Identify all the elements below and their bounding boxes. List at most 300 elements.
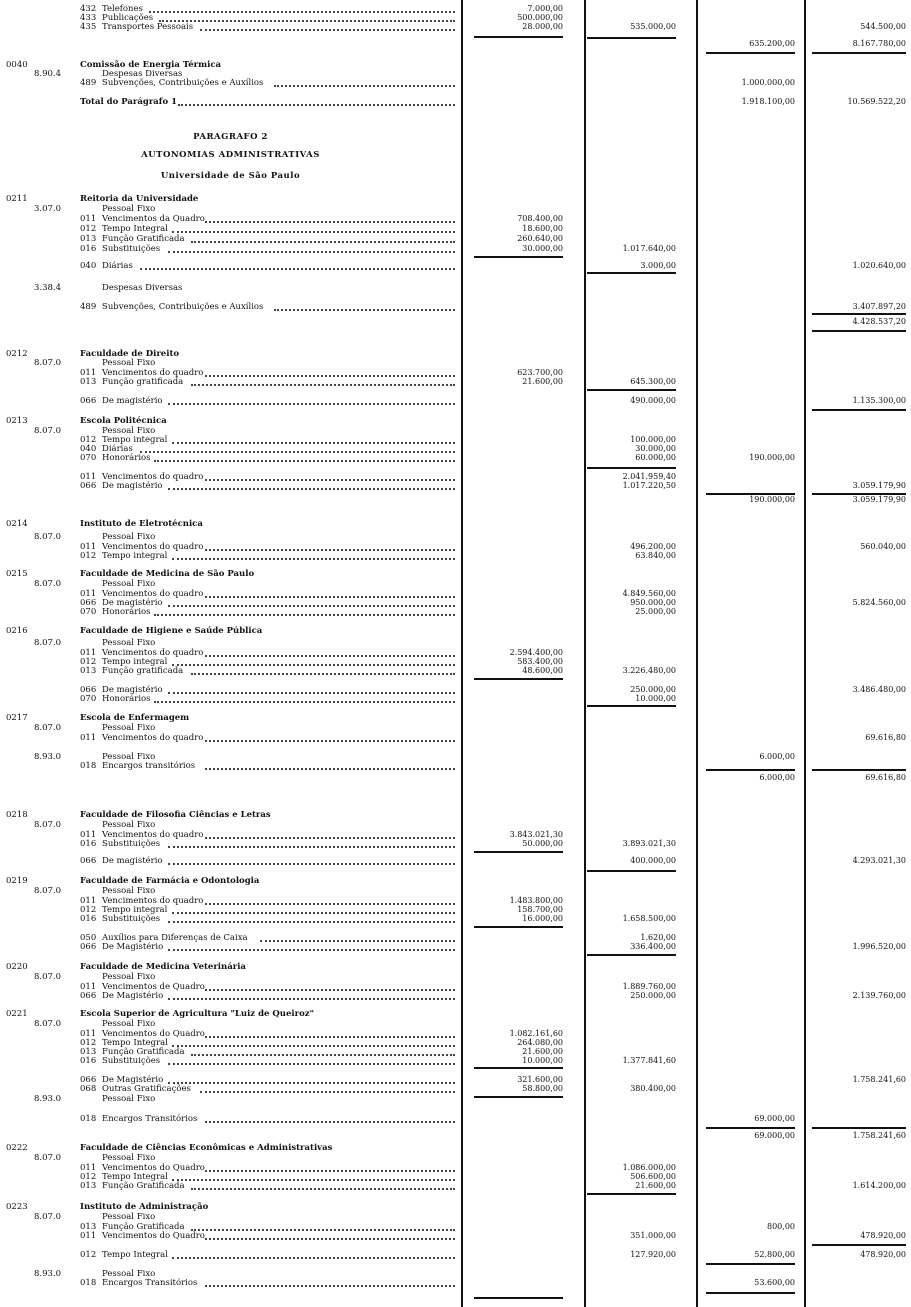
row-description: Função Gratificada [102,1181,185,1191]
amount-c4: 4.293.021,30 [852,856,906,865]
amount-c2: 1.377.841,60 [622,1056,676,1065]
amount-c3: 53.600,00 [754,1278,795,1287]
row-description: Substituições [102,839,161,849]
row-code: 0218 [6,810,28,820]
row-code: 0215 [6,569,28,579]
row-description: Pessoal Fixo [102,1153,156,1163]
sum-line [587,870,676,872]
amount-c2: 380.400,00 [630,1084,676,1093]
amount-c4: 10.569.522,20 [847,97,906,106]
paragraph-heading: Universidade de São Paulo [160,171,301,181]
leader-dots [168,921,455,923]
amount-c2: 30.000,00 [635,444,676,453]
row-description: Pessoal Fixo [102,1269,156,1279]
row-code: 0223 [6,1202,28,1212]
amount-c3: 1.918.100,00 [741,97,795,106]
amount-c1: 1.483.800,00 [509,896,563,905]
row-classification: 8.07.0 [34,972,62,982]
row-description: De Magistério [102,1075,164,1085]
section-title: Faculdade de Farmácia e Odontologia [80,876,260,886]
leader-dots [154,614,455,616]
section-title: Escola de Enfermagem [80,713,190,723]
row-description: Honorários [102,607,151,617]
column-rule-4 [804,0,806,1307]
leader-dots [154,701,455,703]
leader-dots [168,692,455,694]
row-classification: 8.93.0 [34,1269,62,1279]
row-item-number: 016 [80,244,97,254]
row-description: Tempo integral [102,551,168,561]
row-classification: 3.07.0 [34,204,62,214]
amount-c3: 52.800,00 [754,1250,795,1259]
row-description: Tempo Integral [102,1250,168,1260]
amount-c2: 100.000,00 [630,435,676,444]
row-description: Função gratificada [102,377,184,387]
leader-dots [168,1063,455,1065]
row-item-number: 016 [80,839,97,849]
amount-c1: 21.600,00 [522,1047,563,1056]
row-description: Vencimentos do quadro [102,472,204,482]
row-description: Substituições [102,914,161,924]
leader-dots [191,384,455,386]
row-item-number: 070 [80,607,97,617]
sum-line [587,272,676,274]
row-classification: 3.38.4 [34,283,62,293]
sum-line [812,493,906,495]
amount-c4: 1.758.241,60 [852,1131,906,1140]
sum-line [474,1096,563,1098]
row-item-number: 012 [80,1250,97,1260]
row-item-number: 012 [80,905,97,915]
row-item-number: 011 [80,589,97,599]
amount-c2: 3.000,00 [640,261,676,270]
row-classification: 8.07.0 [34,426,62,436]
row-description: De Magistério [102,942,164,952]
row-classification: 8.93.0 [34,752,62,762]
amount-c1: 321.600,00 [517,1075,563,1084]
amount-c2: 2.041.959,40 [622,472,676,481]
amount-c2: 400.000,00 [630,856,676,865]
amount-c4: 3.486.480,00 [852,685,906,694]
leader-dots [168,846,455,848]
leader-dots [168,488,455,490]
row-item-number: 040 [80,261,97,271]
row-code: 0219 [6,876,28,886]
row-description: Diárias [102,444,133,454]
amount-c4: 8.167.780,00 [852,39,906,48]
row-description: Vencimentos do quadro [102,542,204,552]
row-item-number: 013 [80,666,97,676]
section-title: Faculdade de Medicina Veterinária [80,962,246,972]
amount-c4: 5.824.560,00 [852,598,906,607]
row-classification: 8.07.0 [34,532,62,542]
row-item-number: 432 [80,4,97,14]
leader-dots [191,1054,455,1056]
row-item-number: 016 [80,914,97,924]
row-description: Encargos transitórios [102,761,196,771]
amount-c3: 190.000,00 [749,495,795,504]
row-item-number: 011 [80,1163,97,1173]
amount-c4: 1.020.640,00 [852,261,906,270]
section-title: Faculdade de Ciências Econômicas e Administrativas [80,1143,333,1153]
row-description: Pessoal Fixo [102,886,156,896]
leader-dots [274,85,455,87]
amount-c4: 1.614.200,00 [852,1181,906,1190]
sum-line [812,769,906,771]
section-title: Faculdade de Medicina de São Paulo [80,569,255,579]
row-item-number: 011 [80,214,97,224]
leader-dots [205,221,455,223]
row-description: Tempo integral [102,905,168,915]
amount-c4: 69.616,80 [865,733,906,742]
paragraph-heading: AUTONOMIAS ADMINISTRATIVAS [141,150,320,160]
amount-c2: 1.658.500,00 [622,914,676,923]
row-description: Substituições [102,1056,161,1066]
row-description: Despesas Diversas [102,283,183,293]
leader-dots [172,912,455,914]
amount-c2: 1.620,00 [640,933,676,942]
amount-c2: 351.000,00 [630,1231,676,1240]
row-classification: 8.07.0 [34,358,62,368]
row-classification: 8.90.4 [34,69,62,79]
leader-dots [149,11,455,13]
leader-dots [205,375,455,377]
sum-line [474,36,563,38]
row-item-number: 040 [80,444,97,454]
row-code: 0213 [6,416,28,426]
row-item-number: 018 [80,1114,97,1124]
amount-c1: 50.000,00 [522,839,563,848]
row-description: Pessoal Fixo [102,532,156,542]
leader-dots [274,309,455,311]
column-rule-2 [584,0,586,1307]
amount-c2: 21.600,00 [635,1181,676,1190]
row-item-number: 066 [80,481,97,491]
amount-c2: 3.226.480,00 [622,666,676,675]
amount-c1: 2.594.400,00 [509,648,563,657]
row-description: Subvenções, Contribuições e Auxílios [102,78,264,88]
sum-line [587,467,676,469]
row-description: Pessoal Fixo [102,972,156,982]
leader-dots [178,104,455,106]
leader-dots [260,940,455,942]
leader-dots [172,558,455,560]
sum-line [474,1067,563,1069]
amount-c1: 58.800,00 [522,1084,563,1093]
row-item-number: 489 [80,78,97,88]
row-description: Pessoal Fixo [102,723,156,733]
row-code: 0222 [6,1143,28,1153]
leader-dots [168,998,455,1000]
row-description: Vencimentos do Quadro [102,1231,205,1241]
row-item-number: 066 [80,685,97,695]
section-title: Total do Parágrafo 1 [80,97,177,107]
sum-line [706,1292,795,1294]
row-description: Função gratificada [102,666,184,676]
amount-c3: 635.200,00 [749,39,795,48]
row-classification: 8.07.0 [34,1153,62,1163]
row-description: Vencimentos da Quadro [102,214,205,224]
sum-line [706,493,795,495]
row-item-number: 011 [80,830,97,840]
row-item-number: 012 [80,657,97,667]
amount-c4: 560.040,00 [860,542,906,551]
section-title: Instituto de Eletrotécnica [80,519,203,529]
row-item-number: 013 [80,1222,97,1232]
row-classification: 8.93.0 [34,1094,62,1104]
amount-c3: 6.000,00 [759,752,795,761]
amount-c4: 3.407.897,20 [852,302,906,311]
amount-c1: 48.600,00 [522,666,563,675]
leader-dots [205,549,455,551]
row-code: 0220 [6,962,28,972]
row-description: Pessoal Fixo [102,820,156,830]
row-description: Auxílios para Diferenças de Caixa [102,933,248,943]
sum-line [587,389,676,391]
row-description: Vencimentos do Quadro [102,1163,205,1173]
row-item-number: 012 [80,224,97,234]
row-description: Vencimentos do Quadro [102,1029,205,1039]
amount-c4: 1.758.241,60 [852,1075,906,1084]
amount-c2: 336.400,00 [630,942,676,951]
row-description: Pessoal Fixo [102,579,156,589]
sum-line [812,52,906,54]
row-classification: 8.07.0 [34,820,62,830]
leader-dots [172,1257,455,1259]
amount-c1: 260.640,00 [517,234,563,243]
row-item-number: 012 [80,1038,97,1048]
row-description: Tempo integral [102,435,168,445]
amount-c2: 25.000,00 [635,607,676,616]
row-description: Vencimentos do quadro [102,830,204,840]
row-description: Pessoal Fixo [102,426,156,436]
amount-c4: 544.500,00 [860,22,906,31]
row-item-number: 016 [80,1056,97,1066]
amount-c1: 3.843.021,30 [509,830,563,839]
amount-c4: 1.135.300,00 [852,396,906,405]
leader-dots [205,1121,455,1123]
amount-c4: 3.059.179,90 [852,495,906,504]
amount-c1: 16.000,00 [522,914,563,923]
sum-line [812,313,906,315]
amount-c2: 645.300,00 [630,377,676,386]
amount-c3: 1.000.000,00 [741,78,795,87]
leader-dots [205,1036,455,1038]
amount-c1: 708.400,00 [517,214,563,223]
amount-c2: 127.920,00 [630,1250,676,1259]
sum-line [812,330,906,332]
row-code: 0221 [6,1009,28,1019]
sum-line [812,409,906,411]
amount-c2: 506.600,00 [630,1172,676,1181]
leader-dots [172,1045,455,1047]
row-description: Tempo integral [102,657,168,667]
leader-dots [205,989,455,991]
row-item-number: 012 [80,551,97,561]
amount-c2: 1.017.220,50 [622,481,676,490]
row-description: De Magistério [102,991,164,1001]
leader-dots [168,863,455,865]
leader-dots [172,664,455,666]
row-item-number: 066 [80,856,97,866]
row-classification: 8.07.0 [34,579,62,589]
row-item-number: 068 [80,1084,97,1094]
row-description: Pessoal Fixo [102,1212,156,1222]
amount-c4: 4.428.537,20 [852,317,906,326]
sum-line [706,1127,795,1129]
amount-c1: 623.700,00 [517,368,563,377]
leader-dots [205,1238,455,1240]
section-title: Faculdade de Direito [80,349,180,359]
row-description: Vencimentos de Quadro [102,982,205,992]
row-item-number: 011 [80,896,97,906]
row-item-number: 489 [80,302,97,312]
section-title: Comissão de Energia Térmica [80,60,222,70]
row-description: Função Gratificada [102,1222,185,1232]
row-item-number: 066 [80,991,97,1001]
row-description: Tempo Integral [102,1172,168,1182]
amount-c4: 478.920,00 [860,1250,906,1259]
row-description: Vencimentos do quadro [102,368,204,378]
leader-dots [205,903,455,905]
column-rule-1 [461,0,463,1307]
row-description: Tempo Integral [102,224,168,234]
amount-c1: 28.000,00 [522,22,563,31]
row-code: 0217 [6,713,28,723]
row-code: 0040 [6,60,28,70]
leader-dots [191,241,455,243]
amount-c1: 1.082.161,60 [509,1029,563,1038]
sum-line [474,1297,563,1299]
row-description: Encargos Transitórios [102,1278,198,1288]
section-title: Escola Superior de Agricultura "Luiz de Queiroz" [80,1009,315,1019]
amount-c2: 1.017.640,00 [622,244,676,253]
leader-dots [205,1285,455,1287]
leader-dots [205,479,455,481]
column-rule-3 [696,0,698,1307]
row-item-number: 070 [80,694,97,704]
amount-c2: 490.000,00 [630,396,676,405]
row-description: De magistério [102,598,163,608]
row-item-number: 011 [80,1231,97,1241]
leader-dots [172,1179,455,1181]
row-item-number: 013 [80,1047,97,1057]
leader-dots [159,20,455,22]
sum-line [474,851,563,853]
row-item-number: 013 [80,377,97,387]
row-description: Pessoal Fixo [102,638,156,648]
section-title: Faculdade de Higiene e Saúde Pública [80,626,263,636]
row-description: Pessoal Fixo [102,358,156,368]
row-description: Honorários [102,453,151,463]
sum-line [474,678,563,680]
sum-line [812,1244,906,1246]
sum-line [474,926,563,928]
amount-c3: 69.000,00 [754,1114,795,1123]
leader-dots [172,442,455,444]
sum-line [587,954,676,956]
leader-dots [205,837,455,839]
row-classification: 8.07.0 [34,1019,62,1029]
leader-dots [168,1082,455,1084]
row-description: Tempo Integral [102,1038,168,1048]
row-item-number: 011 [80,472,97,482]
row-description: Pessoal Fixo [102,1019,156,1029]
amount-c4: 2.139.760,00 [852,991,906,1000]
paragraph-heading: PARAGRAFO 2 [193,132,268,142]
amount-c4: 478.920,00 [860,1231,906,1240]
row-description: Subvenções, Contribuições e Auxílios [102,302,264,312]
amount-c3: 800,00 [767,1222,795,1231]
row-description: Vencimentos do quadro [102,896,204,906]
leader-dots [168,949,455,951]
row-classification: 8.07.0 [34,886,62,896]
amount-c2: 63.840,00 [635,551,676,560]
leader-dots [191,673,455,675]
row-item-number: 012 [80,435,97,445]
leader-dots [205,655,455,657]
row-code: 0216 [6,626,28,636]
leader-dots [168,403,455,405]
row-description: Honorários [102,694,151,704]
leader-dots [168,605,455,607]
row-item-number: 050 [80,933,97,943]
sum-line [706,769,795,771]
sum-line [706,52,795,54]
amount-c2: 1.889.760,00 [622,982,676,991]
amount-c4: 1.996.520,00 [852,942,906,951]
sum-line [474,256,563,258]
amount-c2: 60.000,00 [635,453,676,462]
row-description: Função Gratificada [102,234,185,244]
leader-dots [205,596,455,598]
section-title: Instituto de Administração [80,1202,209,1212]
row-classification: 8.07.0 [34,723,62,733]
row-description: Pessoal Fixo [102,752,156,762]
leader-dots [200,1091,455,1093]
amount-c1: 21.600,00 [522,377,563,386]
row-item-number: 013 [80,1181,97,1191]
amount-c2: 3.893.021,30 [622,839,676,848]
leader-dots [191,1229,455,1231]
amount-c1: 158.700,00 [517,905,563,914]
row-item-number: 018 [80,761,97,771]
amount-c1: 264.080,00 [517,1038,563,1047]
row-description: Vencimentos do quadro [102,648,204,658]
row-description: Pessoal Fixo [102,1094,156,1104]
amount-c2: 1.086.000,00 [622,1163,676,1172]
amount-c1: 7.000,00 [527,4,563,13]
row-item-number: 011 [80,542,97,552]
amount-c1: 10.000,00 [522,1056,563,1065]
amount-c1: 500.000,00 [517,13,563,22]
row-item-number: 012 [80,1172,97,1182]
amount-c2: 4.849.560,00 [622,589,676,598]
amount-c2: 250.000,00 [630,991,676,1000]
row-description: Outras Gratificações [102,1084,191,1094]
row-item-number: 011 [80,648,97,658]
row-code: 0214 [6,519,28,529]
row-description: Vencimentos do quadro [102,589,204,599]
row-code: 0212 [6,349,28,359]
row-description: Transportes Pessoais [102,22,194,32]
row-item-number: 011 [80,982,97,992]
row-item-number: 435 [80,22,97,32]
amount-c1: 583.400,00 [517,657,563,666]
row-description: Pessoal Fixo [102,204,156,214]
row-item-number: 011 [80,733,97,743]
leader-dots [191,1188,455,1190]
